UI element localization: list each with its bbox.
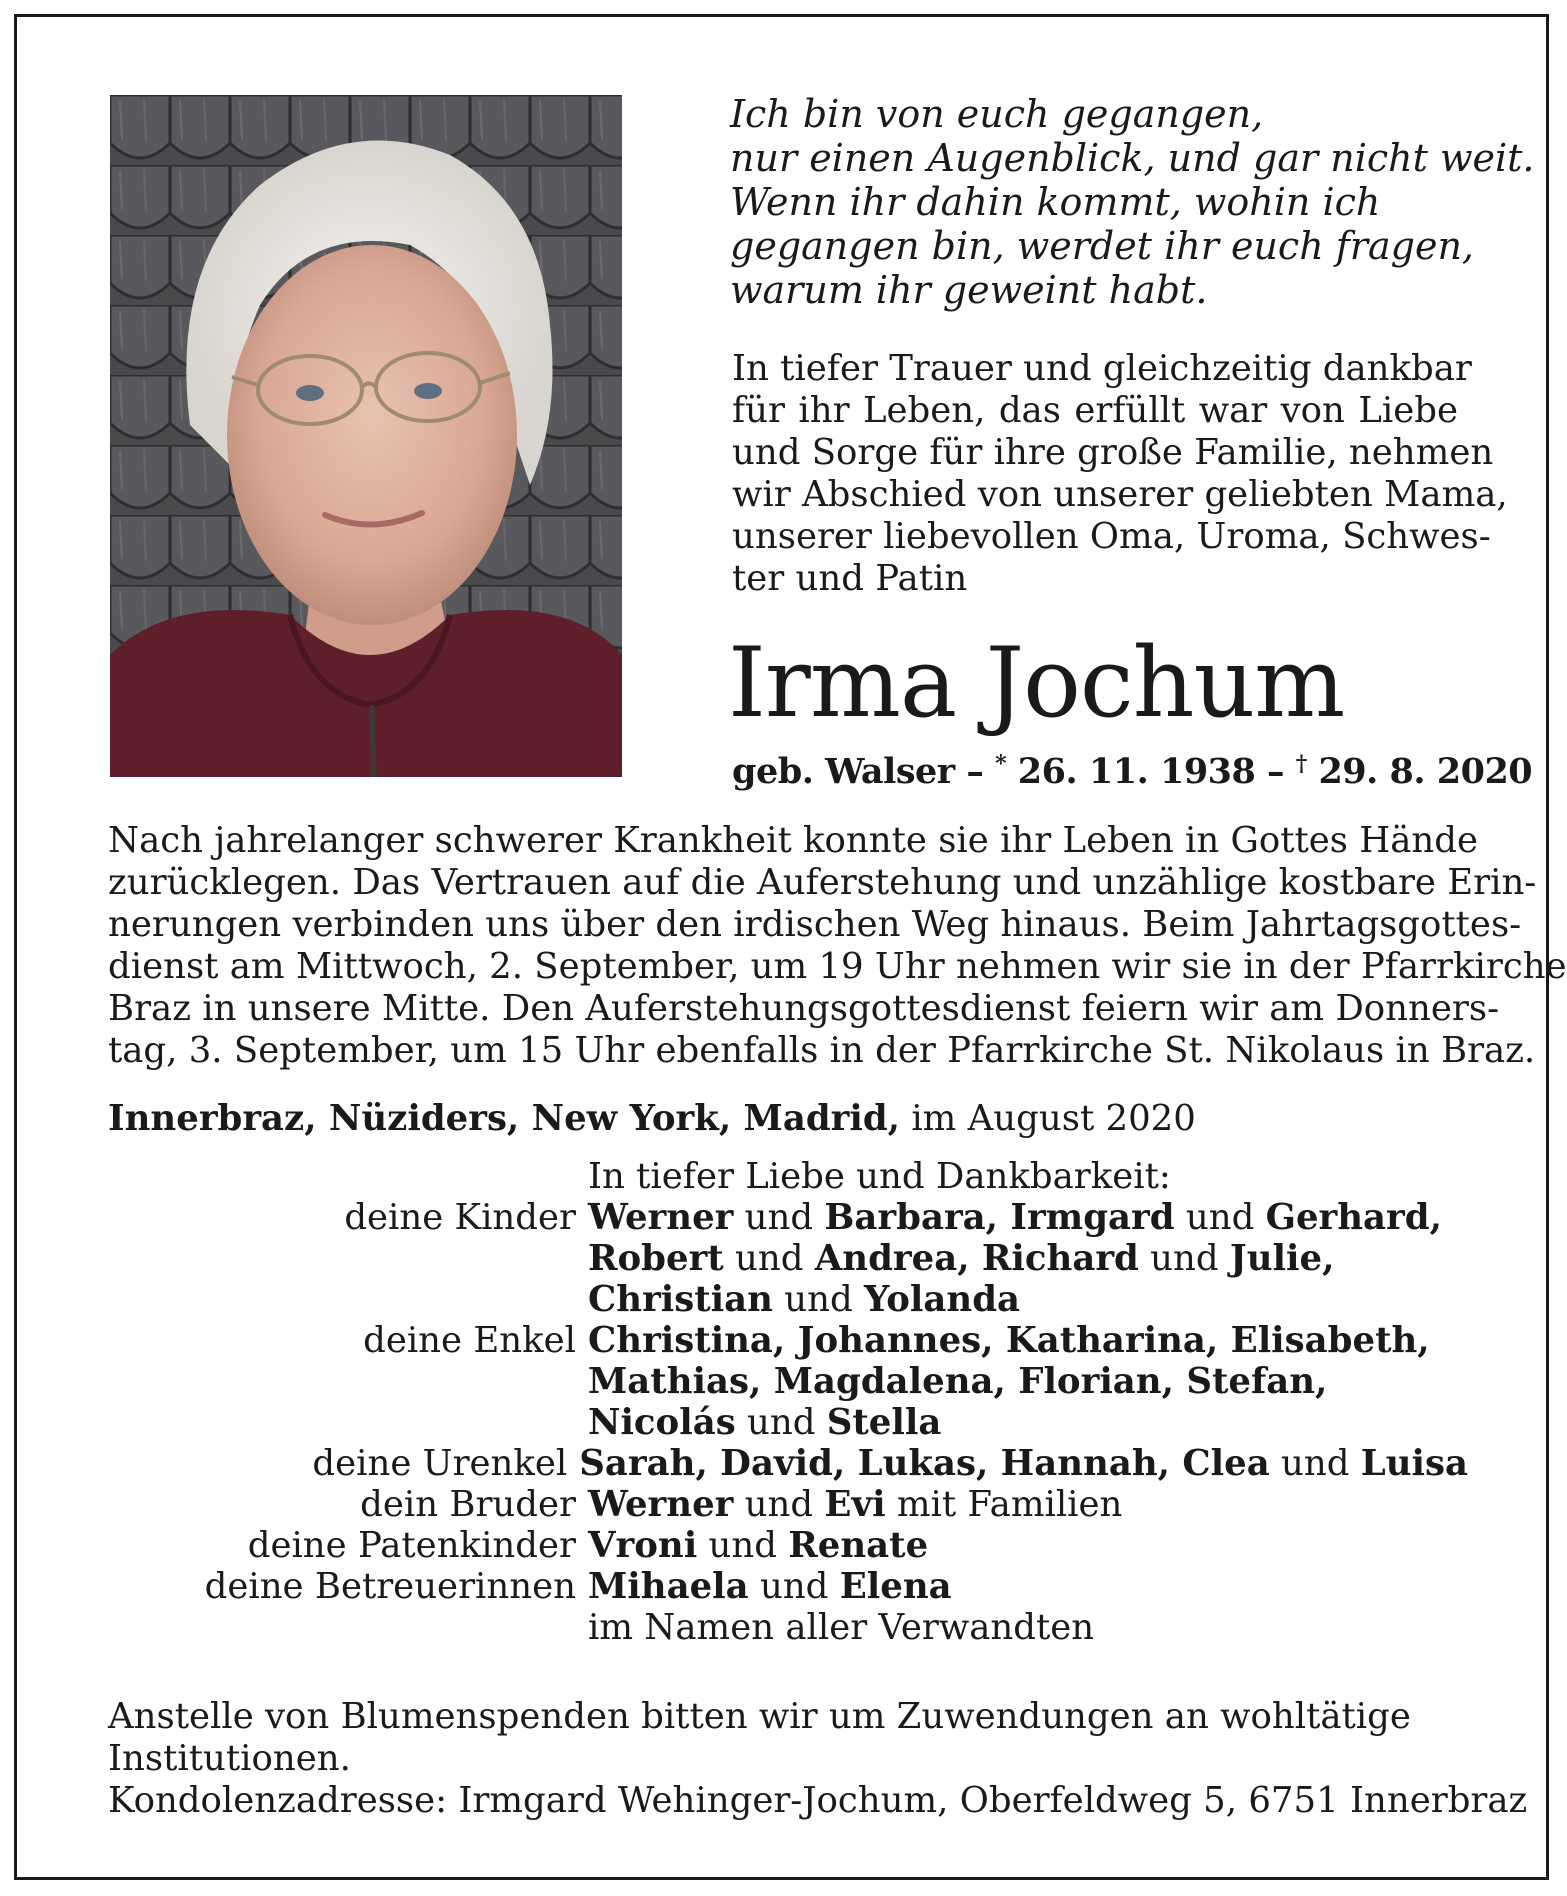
family-names (576, 1197, 1442, 1238)
maiden-name: geb. Walser – (732, 751, 996, 792)
places-names: Innerbraz, Nüziders, New York, Madrid, (108, 1098, 901, 1139)
poem-line: nur einen Augenblick, und gar nicht weit. (730, 136, 1535, 180)
intro-paragraph (732, 348, 1508, 600)
family-name: Evi (824, 1484, 886, 1525)
places-line (108, 1098, 1196, 1140)
birth-symbol: * (995, 751, 1007, 777)
family-rows (108, 1197, 1468, 1648)
family-row (108, 1320, 1468, 1361)
family-row (108, 1484, 1468, 1525)
family-names (576, 1238, 1334, 1279)
family-connector: im Namen aller Verwandten (588, 1607, 1095, 1648)
body-line: Braz in unsere Mitte. Den Auferstehungsgottesdienst feiern wir am Donners- (108, 988, 1500, 1029)
family-relation-label: dein Bruder (360, 1484, 576, 1525)
family-name: Julie, (1229, 1238, 1335, 1279)
family-name: Andrea, Richard (814, 1238, 1139, 1279)
family-row (108, 1197, 1468, 1238)
family-connector: und (733, 1197, 825, 1238)
poem-line: Wenn ihr dahin kommt, wohin ich (730, 180, 1381, 224)
family-names (567, 1443, 1468, 1484)
family-name: Vroni (588, 1525, 698, 1566)
family-relation-label (108, 1361, 576, 1402)
family-relation-label: deine Kinder (344, 1197, 576, 1238)
footer (108, 1696, 1528, 1822)
family-relation-label (108, 1279, 576, 1320)
family-relation-label: deine Enkel (363, 1320, 576, 1361)
family-connector: und (735, 1402, 827, 1443)
family-connector: und (1174, 1197, 1266, 1238)
family-connector: und (1269, 1443, 1361, 1484)
intro-line: unserer liebevollen Oma, Uroma, Schwes- (732, 516, 1491, 557)
deceased-name: Irma Jochum (728, 627, 1345, 739)
intro-line: wir Abschied von unserer geliebten Mama, (732, 474, 1508, 515)
death-date: 29. 8. 2020 (1306, 751, 1533, 792)
family-relation-label: deine Patenkinder (247, 1525, 576, 1566)
family-name: Werner (588, 1484, 734, 1525)
family-connector: und (748, 1566, 840, 1607)
intro-line: In tiefer Trauer und gleichzeitig dankbar (732, 348, 1472, 389)
family-relation-label (108, 1607, 576, 1648)
body-line: dienst am Mittwoch, 2. September, um 19 Uhr nehmen wir sie in der Pfarrkirche (108, 946, 1567, 987)
poem-line: warum ihr geweint habt. (730, 268, 1208, 312)
family-row (108, 1279, 1468, 1320)
body-line: Nach jahrelanger schwerer Krankheit konnte sie ihr Leben in Gottes Hände (108, 820, 1479, 861)
family-row (108, 1238, 1468, 1279)
family-name: Mathias, Magdalena, Florian, Stefan, (588, 1361, 1328, 1402)
family-name: Christian (588, 1279, 773, 1320)
family-row (108, 1525, 1468, 1566)
body-line: nerungen verbinden uns über den irdischen Weg hinaus. Beim Jahrtagsgottes- (108, 904, 1522, 945)
family-name: Mihaela (588, 1566, 749, 1607)
family-names (576, 1607, 1094, 1648)
footer-line: Anstelle von Blumenspenden bitten wir um Zuwendungen an wohltätige (108, 1696, 1411, 1737)
family-name: Nicolás (588, 1402, 736, 1443)
footer-line: Institutionen. (108, 1738, 351, 1779)
family-name: Christina, Johannes, Katharina, Elisabeth, (588, 1320, 1430, 1361)
family-row (108, 1443, 1468, 1484)
family-names (576, 1361, 1327, 1402)
body-paragraph (108, 820, 1567, 1072)
family-name: Luisa (1360, 1443, 1468, 1484)
body-line: zurücklegen. Das Vertrauen auf die Auferstehung und unzählige kostbare Erin- (108, 862, 1537, 903)
family-name: Stella (826, 1402, 942, 1443)
family-row (108, 1566, 1468, 1607)
family-name: Sarah, David, Lukas, Hannah, Clea (579, 1443, 1270, 1484)
family-names (576, 1484, 1122, 1525)
family-connector: und (733, 1484, 825, 1525)
family-relation-label: deine Betreuerinnen (204, 1566, 576, 1607)
family-name: Elena (839, 1566, 952, 1607)
intro-line: und Sorge für ihre große Familie, nehmen (732, 432, 1494, 473)
deceased-dates (732, 742, 1532, 794)
family-connector: und (1138, 1238, 1230, 1279)
family-relation-label: deine Urenkel (312, 1443, 568, 1484)
family-name: Barbara, Irmgard (824, 1197, 1175, 1238)
poem-line: Ich bin von euch gegangen, (730, 92, 1264, 136)
family-row (108, 1607, 1468, 1648)
family-relation-label (108, 1238, 576, 1279)
birth-date: 26. 11. 1938 – (1006, 751, 1296, 792)
poem (730, 92, 1535, 312)
family-connector: und (723, 1238, 815, 1279)
intro-line: ter und Patin (732, 558, 968, 599)
family-names (576, 1279, 1020, 1320)
family-names (576, 1320, 1430, 1361)
family-connector: mit Familien (885, 1484, 1123, 1525)
family-names (576, 1525, 928, 1566)
portrait-photo (110, 95, 622, 777)
family-name: Yolanda (863, 1279, 1021, 1320)
family-relation-label (108, 1402, 576, 1443)
family-name: Gerhard, (1265, 1197, 1442, 1238)
family-intro: In tiefer Liebe und Dankbarkeit: (588, 1156, 1171, 1197)
family-row (108, 1361, 1468, 1402)
death-symbol: † (1295, 751, 1307, 777)
family-names (576, 1402, 941, 1443)
family-list (108, 1156, 1468, 1648)
family-name: Werner (588, 1197, 734, 1238)
footer-line: Kondolenzadresse: Irmgard Wehinger-Jochum, Oberfeldweg 5, 6751 Innerbraz (108, 1780, 1528, 1821)
places-date: im August 2020 (900, 1098, 1196, 1139)
family-connector: und (697, 1525, 789, 1566)
family-name: Renate (788, 1525, 929, 1566)
family-connector: und (772, 1279, 864, 1320)
family-row (108, 1402, 1468, 1443)
family-names (576, 1566, 952, 1607)
family-name: Robert (588, 1238, 724, 1279)
body-line: tag, 3. September, um 15 Uhr ebenfalls in der Pfarrkirche St. Nikolaus in Braz. (108, 1030, 1536, 1071)
intro-line: für ihr Leben, das erfüllt war von Liebe (732, 390, 1458, 431)
poem-line: gegangen bin, werdet ihr euch fragen, (730, 224, 1475, 268)
